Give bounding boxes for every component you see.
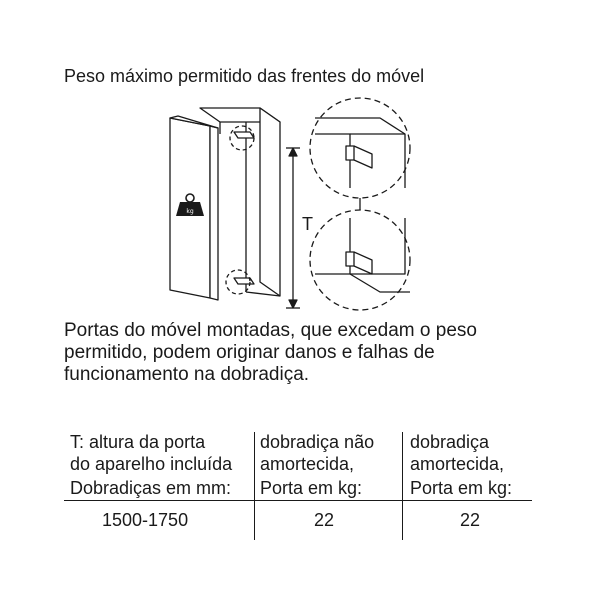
column-divider-2 xyxy=(402,432,403,540)
bottom-hinge-detail xyxy=(315,218,410,292)
col3-header-line1: dobradiça xyxy=(410,432,490,452)
col1-header-line1: T: altura da porta xyxy=(70,432,206,452)
height-dimension xyxy=(286,148,300,308)
warning-text xyxy=(64,320,544,386)
header-underline xyxy=(64,500,532,501)
cabinet-hinge-illustration xyxy=(150,88,450,320)
warning-line-3: funcionamento na dobradiça. xyxy=(64,364,310,385)
col3-header-line2: amortecida, xyxy=(410,454,505,474)
col2-header-line2: amortecida, xyxy=(260,454,355,474)
warning-line-1: Portas do móvel montadas, que excedam o peso xyxy=(64,320,477,341)
col1-header-line2: do aparelho incluída xyxy=(70,454,233,474)
col1-header-line3: Dobradiças em mm: xyxy=(70,478,232,498)
warning-line-2: permitido, podem originar danos e falhas de xyxy=(64,342,435,363)
top-hinge-detail xyxy=(315,118,405,188)
col3-header-line3: Porta em kg: xyxy=(410,478,513,498)
svg-text:kg: kg xyxy=(186,208,194,215)
dimension-label: T xyxy=(302,214,313,234)
col3-value: 22 xyxy=(460,510,481,530)
hinge-detail-bottom xyxy=(310,210,410,310)
column-divider-1 xyxy=(254,432,255,540)
col2-header-line3: Porta em kg: xyxy=(260,478,363,498)
col2-value: 22 xyxy=(314,510,335,530)
col1-value: 1500-1750 xyxy=(102,510,189,530)
hinge-spec-table xyxy=(64,428,532,540)
col2-header-line1: dobradiça não xyxy=(260,432,375,452)
page-heading: Peso máximo permitido das frentes do móvel xyxy=(64,66,425,86)
